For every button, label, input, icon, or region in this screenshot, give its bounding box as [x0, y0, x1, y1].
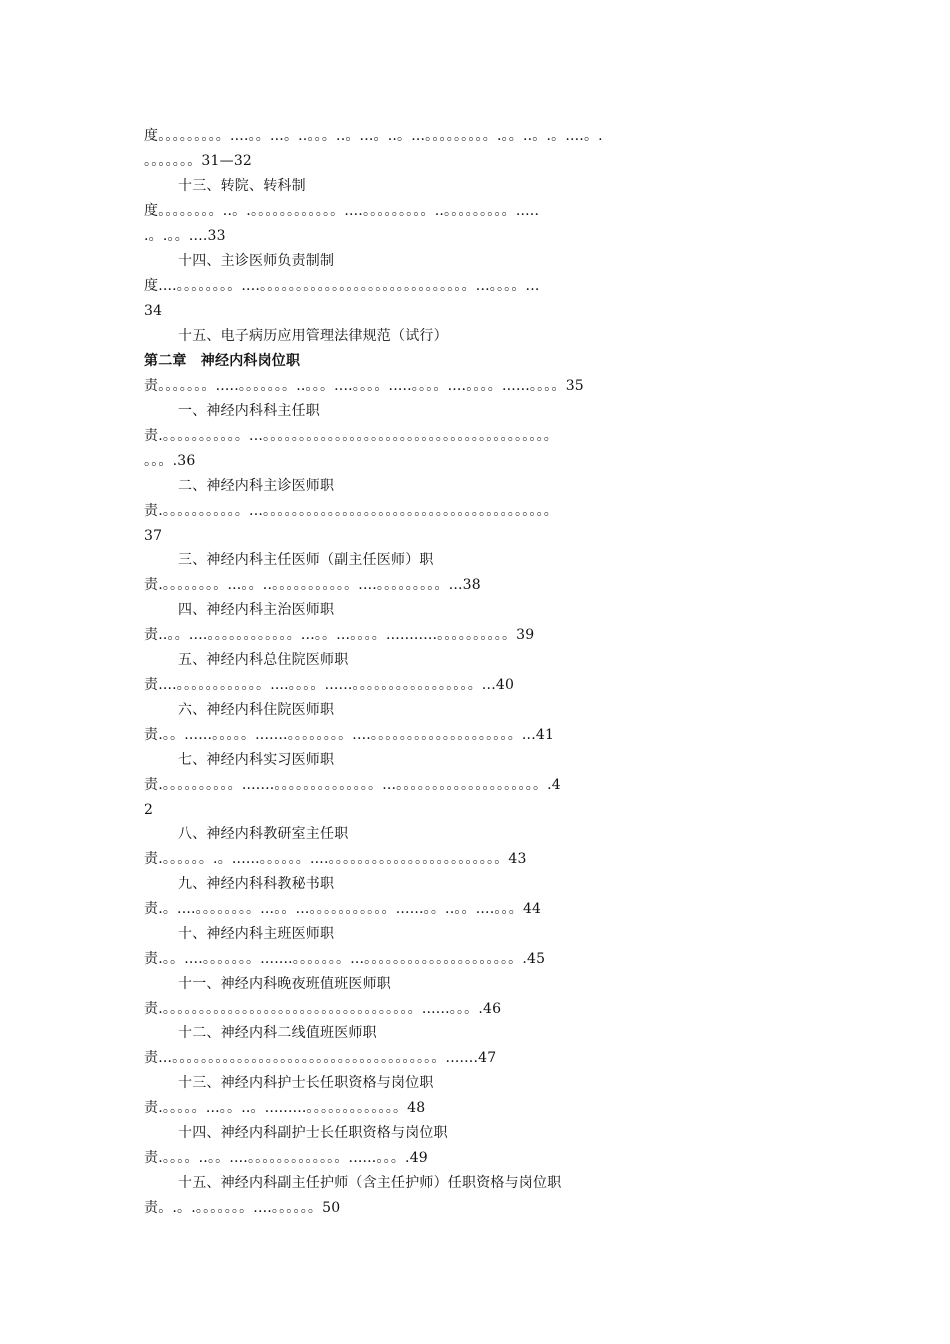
toc-entry-title: 八、神经内科教研室主任职 — [178, 826, 349, 842]
toc-entry-title: 十、神经内科主班医师职 — [178, 926, 335, 942]
toc-entry-title: 十五、神经内科副主任护师（含主任护师）任职资格与岗位职 — [178, 1175, 562, 1191]
toc-entry-page: 37 — [144, 528, 163, 544]
toc-entry-page: .。.。。....33 — [144, 228, 226, 244]
toc-entry-text: 责.。。。。。。。。。。.......。。。。。。。。。。。。。。...。。。。。。。。。。。。。。。。。。。。.4 — [144, 777, 561, 793]
toc-entry-text: 度。。。。。。。。。....。。...。..。。。..。...。..。...。。。。。。。。。.。。..。.。....。. — [144, 128, 603, 144]
toc-entry-title: 十三、转院、转科制 — [178, 178, 306, 194]
toc-entry-title: 二、神经内科主诊医师职 — [178, 478, 335, 494]
toc-entry-text: 责.。。。。。。。。。。。...。。。。。。。。。。。。。。。。。。。。。。。。。。。。。。。。。。。。。。。。 — [144, 428, 558, 444]
toc-entry-text: 责.。。。。。...。。..。.........。。。。。。。。。。。。。48 — [144, 1100, 426, 1116]
toc-entry-page: 2 — [144, 802, 154, 818]
toc-entry-title: 一、神经内科科主任职 — [178, 403, 320, 419]
toc-entry-text: 责.。。。。。。。。。。。...。。。。。。。。。。。。。。。。。。。。。。。。。。。。。。。。。。。。。。。。 — [144, 503, 558, 519]
toc-entry-page: 34 — [144, 303, 163, 319]
toc-entry-title: 十一、神经内科晚夜班值班医师职 — [178, 976, 391, 992]
toc-entry-title: 四、神经内科主治医师职 — [178, 602, 335, 618]
toc-entry-text: 责.。....。。。。。。。。...。。...。。。。。。。。。。。......。。..。。....。。。44 — [144, 901, 542, 917]
toc-entry-page: 。。。.36 — [144, 453, 196, 469]
toc-entry-text: 责..。。....。。。。。。。。。。。。...。。...。。。。...........。。。。。。。。。。39 — [144, 627, 535, 643]
toc-entry-text: 责.。。......。。。。。.......。。。。。。。。....。。。。。。。。。。。。。。。。。。。。...41 — [144, 727, 555, 743]
toc-entry-text: 责。.。.。。。。。。。....。。。。。。50 — [144, 1200, 341, 1216]
toc-entry-text: 责....。。。。。。。。。。。。....。。。。......。。。。。。。。。。。。。。。。。...40 — [144, 677, 515, 693]
chapter-heading: 第二章 神经内科岗位职 — [144, 353, 301, 369]
toc-entry-text: 责.。。。。。。。。...。。..。。。。。。。。。。。....。。。。。。。。。...38 — [144, 577, 481, 593]
toc-entry-text: 责...。。。。。。。。。。。。。。。。。。。。。。。。。。。。。。。。。。。。。.......47 — [144, 1050, 497, 1066]
toc-entry-text: 度....。。。。。。。。....。。。。。。。。。。。。。。。。。。。。。。。。。。。。。...。。。。... — [144, 278, 540, 294]
toc-entry-page: 。。。。。。。31—32 — [144, 153, 253, 169]
toc-entry-text: 度。。。。。。。。..。.。。。。。。。。。。。。....。。。。。。。。。..。。。。。。。。。..... — [144, 203, 540, 219]
toc-entry-title: 十二、神经内科二线值班医师职 — [178, 1025, 377, 1041]
toc-entry-text: 责。。。。。。。.....。。。。。。。..。。。....。。。。.....。。。。....。。。。......。。。。35 — [144, 378, 584, 394]
toc-entry-title: 六、神经内科住院医师职 — [178, 702, 335, 718]
toc-entry-title: 五、神经内科总住院医师职 — [178, 652, 349, 668]
toc-entry-text: 责.。。。。。。.。......。。。。。。....。。。。。。。。。。。。。。。。。。。。。。。。43 — [144, 851, 527, 867]
toc-entry-text: 责.。。....。。。。。。。.......。。。。。。。...。。。。。。。。。。。。。。。。。。。。。.45 — [144, 951, 546, 967]
toc-entry-title: 九、神经内科科教秘书职 — [178, 876, 335, 892]
toc-entry-title: 七、神经内科实习医师职 — [178, 752, 335, 768]
toc-entry-title: 十四、主诊医师负责制制 — [178, 253, 335, 269]
toc-entry-title: 十四、神经内科副护士长任职资格与岗位职 — [178, 1125, 448, 1141]
toc-entry-title: 十三、神经内科护士长任职资格与岗位职 — [178, 1075, 434, 1091]
toc-entry-text: 责.。。。。..。。....。。。。。。。。。。。。。......。。。.49 — [144, 1150, 428, 1166]
toc-entry-text: 责.。。。。。。。。。。。。。。。。。。。。。。。。。。。。。。。。。。。......。。。.46 — [144, 1001, 502, 1017]
toc-entry-title: 三、神经内科主任医师（副主任医师）职 — [178, 552, 434, 568]
toc-entry-title: 十五、电子病历应用管理法律规范（试行） — [178, 328, 448, 344]
